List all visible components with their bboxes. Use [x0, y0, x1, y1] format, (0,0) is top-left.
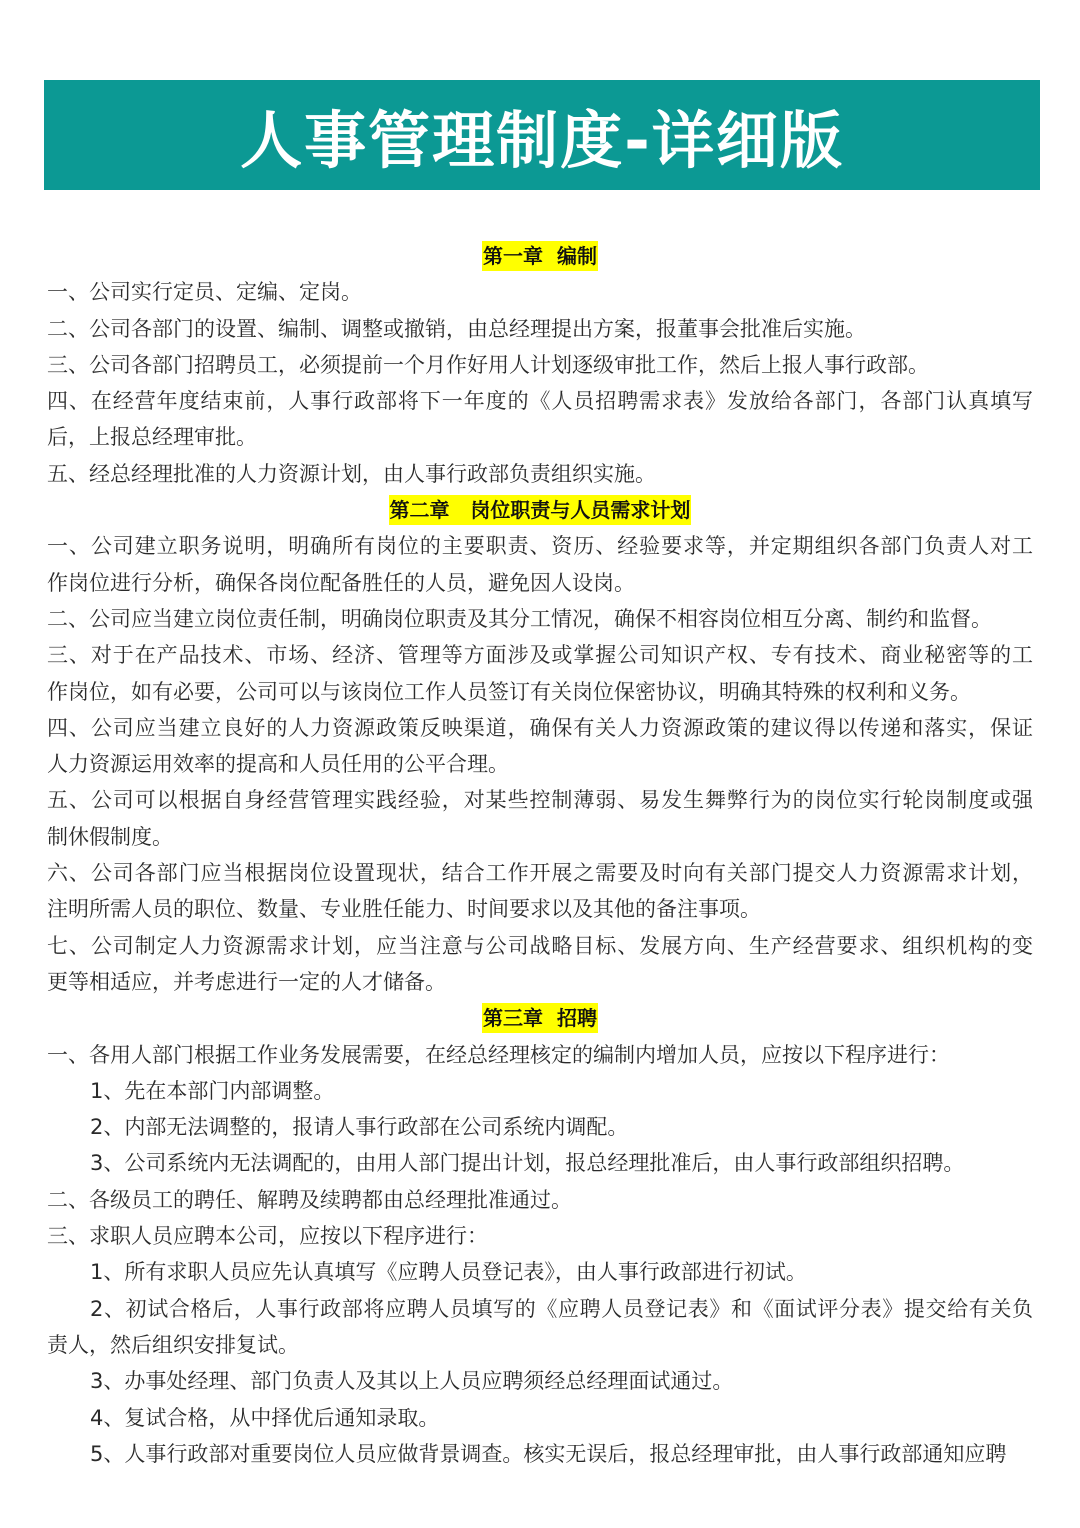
- paragraph-line: 2、内部无法调整的，报请人事行政部在公司系统内调配。: [90, 1115, 629, 1140]
- paragraph: [47, 347, 1033, 383]
- paragraph: [47, 1145, 1033, 1181]
- paragraph-line: 七、公司制定人力资源需求计划，应当注意与公司战略目标、发展方向、生产经营要求、组织机构的变: [47, 933, 1033, 958]
- chapter-heading: [47, 238, 1033, 274]
- page-title: 人事管理制度-详细版: [240, 103, 844, 177]
- paragraph-line: 4、复试合格，从中择优后通知录取。: [90, 1405, 440, 1430]
- paragraph-line: 后，上报总经理审批。: [47, 425, 257, 450]
- paragraph-line: 制休假制度。: [47, 824, 173, 849]
- paragraph: [47, 710, 1033, 783]
- paragraph-line: 四、在经营年度结束前，人事行政部将下一年度的《人员招聘需求表》发放给各部门，各部门认真填写: [47, 389, 1033, 414]
- paragraph: [47, 383, 1033, 456]
- paragraph-line: 责人，然后组织安排复试。: [47, 1332, 299, 1357]
- paragraph-line: 六、公司各部门应当根据岗位设置现状，结合工作开展之需要及时向有关部门提交人力资源需求计划，: [47, 861, 1033, 886]
- paragraph-line: 一、公司实行定员、定编、定岗。: [47, 280, 362, 305]
- paragraph-line: 1、先在本部门内部调整。: [90, 1078, 335, 1103]
- paragraph: [47, 855, 1033, 928]
- paragraph: [47, 1363, 1033, 1399]
- paragraph-line: 人力资源运用效率的提高和人员任用的公平合理。: [47, 752, 509, 777]
- paragraph-line: 2、初试合格后，人事行政部将应聘人员填写的《应聘人员登记表》和《面试评分表》提交给有关负: [90, 1296, 1033, 1321]
- paragraph-line: 5、人事行政部对重要岗位人员应做背景调查。核实无误后，报总经理审批，由人事行政部通知应聘: [90, 1441, 1007, 1466]
- paragraph: [47, 1291, 1033, 1364]
- paragraph: [47, 928, 1033, 1001]
- paragraph-line: 四、公司应当建立良好的人力资源政策反映渠道，确保有关人力资源政策的建议得以传递和落实，保证: [47, 715, 1033, 740]
- paragraph: [47, 601, 1033, 637]
- paragraph: [47, 1073, 1033, 1109]
- paragraph: [47, 1254, 1033, 1290]
- paragraph-line: 3、公司系统内无法调配的，由用人部门提出计划，报总经理批准后，由人事行政部组织招聘。: [90, 1151, 965, 1176]
- paragraph: [47, 456, 1033, 492]
- paragraph-line: 二、公司各部门的设置、编制、调整或撤销，由总经理提出方案，报董事会批准后实施。: [47, 316, 866, 341]
- paragraph-line: 三、对于在产品技术、市场、经济、管理等方面涉及或掌握公司知识产权、专有技术、商业秘密等的工: [47, 643, 1033, 668]
- paragraph-line: 注明所需人员的职位、数量、专业胜任能力、时间要求以及其他的备注事项。: [47, 897, 761, 922]
- chapter-heading-text: 第三章 招聘: [482, 1003, 598, 1033]
- paragraph-line: 五、公司可以根据自身经营管理实践经验，对某些控制薄弱、易发生舞弊行为的岗位实行轮岗制度或强: [47, 788, 1033, 813]
- paragraph-line: 作岗位，如有必要，公司可以与该岗位工作人员签订有关岗位保密协议，明确其特殊的权利和义务。: [47, 679, 971, 704]
- paragraph: [47, 311, 1033, 347]
- paragraph: [47, 637, 1033, 710]
- paragraph-line: 更等相适应，并考虑进行一定的人才储备。: [47, 969, 446, 994]
- paragraph: [47, 1436, 1033, 1472]
- chapter-heading: [47, 492, 1033, 528]
- paragraph: [47, 1109, 1033, 1145]
- paragraph-line: 一、各用人部门根据工作业务发展需要，在经总经理核定的编制内增加人员，应按以下程序进行：: [47, 1042, 950, 1067]
- paragraph: [47, 528, 1033, 601]
- chapter-heading: [47, 1000, 1033, 1036]
- paragraph: [47, 1400, 1033, 1436]
- paragraph: [47, 1218, 1033, 1254]
- paragraph-line: 三、求职人员应聘本公司，应按以下程序进行：: [47, 1224, 488, 1249]
- paragraph-line: 3、办事处经理、部门负责人及其以上人员应聘须经总经理面试通过。: [90, 1369, 734, 1394]
- paragraph: [47, 274, 1033, 310]
- chapter-heading-text: 第二章 岗位职责与人员需求计划: [389, 495, 692, 525]
- paragraph-line: 一、公司建立职务说明，明确所有岗位的主要职责、资历、经验要求等，并定期组织各部门负责人对工: [47, 534, 1033, 559]
- paragraph-line: 1、所有求职人员应先认真填写《应聘人员登记表》，由人事行政部进行初试。: [90, 1260, 807, 1285]
- paragraph: [47, 1037, 1033, 1073]
- document-body: [47, 238, 1033, 1472]
- paragraph: [47, 782, 1033, 855]
- paragraph-line: 二、公司应当建立岗位责任制，明确岗位职责及其分工情况，确保不相容岗位相互分离、制约和监督。: [47, 606, 992, 631]
- chapter-heading-text: 第一章 编制: [482, 241, 598, 271]
- paragraph-line: 五、经总经理批准的人力资源计划，由人事行政部负责组织实施。: [47, 461, 656, 486]
- paragraph-line: 三、公司各部门招聘员工，必须提前一个月作好用人计划逐级审批工作，然后上报人事行政部。: [47, 352, 929, 377]
- title-banner: [44, 80, 1040, 190]
- paragraph-line: 二、各级员工的聘任、解聘及续聘都由总经理批准通过。: [47, 1187, 572, 1212]
- paragraph-line: 作岗位进行分析，确保各岗位配备胜任的人员，避免因人设岗。: [47, 570, 635, 595]
- paragraph: [47, 1182, 1033, 1218]
